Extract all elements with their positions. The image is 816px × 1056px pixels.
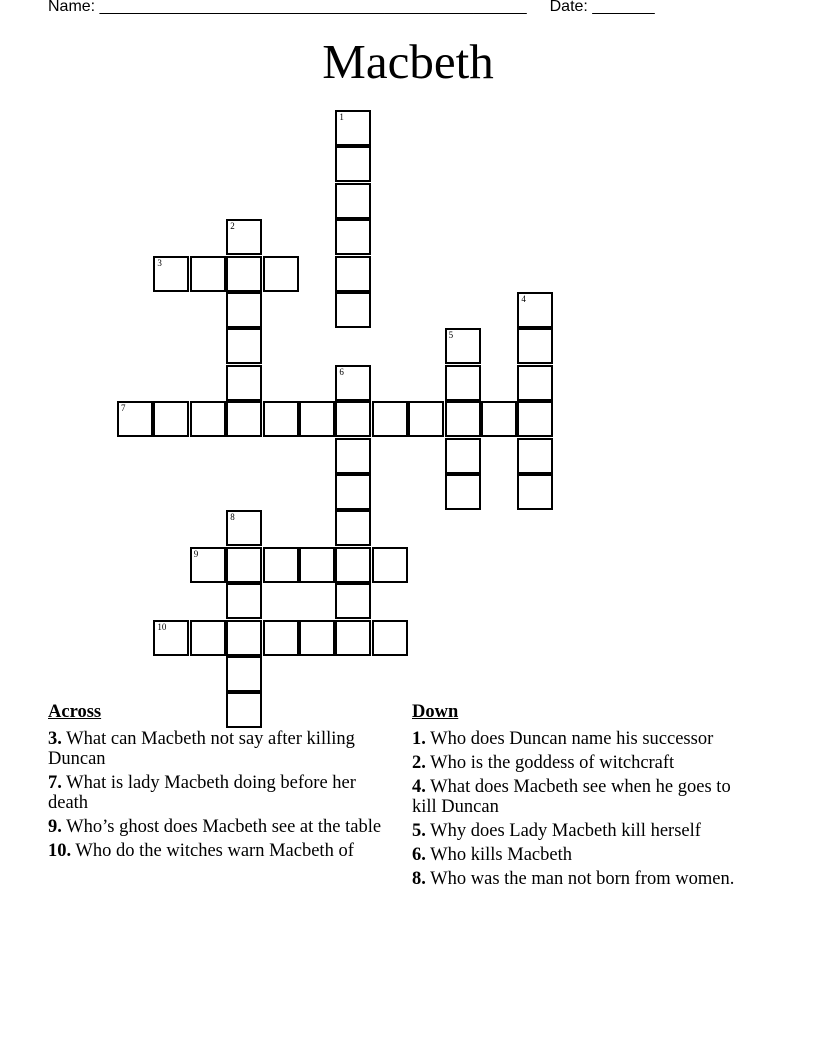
date-label: Date: [549, 0, 588, 15]
crossword-cell[interactable] [226, 547, 262, 583]
clue-text: Who was the man not born from women. [425, 869, 735, 889]
name-label: Name: [48, 0, 96, 15]
across-clue [48, 773, 388, 813]
clue-text: Who kills Macbeth [425, 845, 572, 865]
cell-number: 7 [121, 403, 126, 414]
crossword-cell[interactable] [153, 620, 189, 656]
crossword-cell[interactable] [263, 256, 299, 292]
crossword-cell[interactable] [517, 401, 553, 437]
crossword-cell[interactable] [445, 438, 481, 474]
crossword-cell[interactable] [335, 620, 371, 656]
crossword-cell[interactable] [263, 620, 299, 656]
crossword-cell[interactable] [445, 474, 481, 510]
cell-number: 1 [339, 112, 344, 122]
page-title: Macbeth [322, 34, 494, 89]
crossword-cell[interactable] [335, 474, 371, 510]
crossword-cell[interactable] [335, 583, 371, 619]
crossword-cell[interactable] [335, 438, 371, 474]
across-clue [48, 841, 388, 861]
crossword-cell[interactable] [226, 219, 262, 255]
cell-number: 8 [230, 512, 235, 523]
crossword-cell[interactable] [372, 547, 408, 583]
clue-text: Who do the witches warn Macbeth of [71, 841, 354, 861]
crossword-cell[interactable] [335, 292, 371, 328]
crossword-cell[interactable] [372, 620, 408, 656]
crossword-cell[interactable] [263, 401, 299, 437]
crossword-cell[interactable] [226, 656, 262, 692]
crossword-cell[interactable] [517, 328, 553, 364]
crossword-cell[interactable] [299, 401, 335, 437]
clue-number: 4. [412, 777, 426, 797]
down-clue [412, 729, 742, 749]
crossword-cell[interactable] [517, 365, 553, 401]
cell-number: 9 [193, 548, 199, 559]
down-clue [412, 821, 742, 841]
cell-number: 6 [339, 366, 344, 377]
crossword-cell[interactable] [226, 292, 262, 328]
crossword-cell[interactable] [335, 547, 371, 583]
name-blank: ________________________________________________ [99, 0, 527, 15]
clue-text: Why does Lady Macbeth kill herself [425, 821, 701, 841]
crossword-cell[interactable] [153, 401, 189, 437]
clue-text: What does Macbeth see when he goes to kill Duncan [412, 777, 731, 817]
crossword-cell[interactable] [335, 219, 371, 255]
clue-number: 5. [412, 821, 426, 841]
crossword-cell[interactable] [481, 401, 517, 437]
crossword-cell[interactable] [226, 256, 262, 292]
down-heading: Down [412, 702, 459, 722]
crossword-cell[interactable] [335, 365, 371, 401]
crossword-cell[interactable] [445, 401, 481, 437]
down-clue [412, 869, 742, 889]
down-clue [412, 845, 742, 865]
clue-text: Who is the goddess of witchcraft [425, 753, 675, 773]
crossword-cell[interactable] [299, 620, 335, 656]
across-clue [48, 729, 388, 769]
crossword-cell[interactable] [408, 401, 444, 437]
clue-number: 8. [412, 869, 426, 889]
crossword-cell[interactable] [226, 583, 262, 619]
crossword-cell[interactable] [190, 547, 226, 583]
down-clues [412, 702, 742, 893]
crossword-cell[interactable] [299, 547, 335, 583]
crossword-cell[interactable] [226, 620, 262, 656]
crossword-cell[interactable] [335, 401, 371, 437]
crossword-cell[interactable] [517, 474, 553, 510]
crossword-cell[interactable] [335, 110, 371, 146]
date-blank: _______ [592, 0, 655, 15]
clue-number: 7. [48, 773, 62, 793]
crossword-cell[interactable] [190, 256, 226, 292]
crossword-cell[interactable] [226, 401, 262, 437]
down-clue [412, 753, 742, 773]
crossword-cell[interactable] [517, 438, 553, 474]
cell-number: 4 [521, 294, 526, 304]
crossword-cell[interactable] [335, 183, 371, 219]
cell-number: 2 [230, 221, 235, 232]
crossword-cell[interactable] [190, 401, 226, 437]
cell-number: 5 [448, 330, 454, 341]
clue-text: Who does Duncan name his successor [425, 729, 714, 749]
crossword-cell[interactable] [226, 365, 262, 401]
crossword-cell[interactable] [226, 510, 262, 546]
crossword-cell[interactable] [517, 292, 553, 328]
crossword-cell[interactable] [335, 146, 371, 182]
down-clue [412, 777, 742, 817]
crossword-cell[interactable] [335, 510, 371, 546]
crossword-cell[interactable] [263, 547, 299, 583]
crossword-cell[interactable] [190, 620, 226, 656]
crossword-cell[interactable] [372, 401, 408, 437]
clue-number: 6. [412, 845, 426, 865]
clue-number: 9. [48, 817, 62, 837]
crossword-cell[interactable] [117, 401, 153, 437]
across-clues [48, 702, 388, 865]
crossword-cell[interactable] [445, 365, 481, 401]
cell-number: 3 [157, 257, 162, 268]
clue-number: 1. [412, 729, 426, 749]
clue-number: 10. [48, 841, 72, 861]
clue-number: 2. [412, 753, 426, 773]
clue-number: 3. [48, 729, 62, 749]
clue-text: Who’s ghost does Macbeth see at the table [61, 817, 382, 837]
clue-text: What is lady Macbeth doing before her death [48, 773, 356, 813]
crossword-cell[interactable] [226, 328, 262, 364]
crossword-cell[interactable] [335, 256, 371, 292]
crossword-cell[interactable] [445, 328, 481, 364]
across-clue [48, 817, 388, 837]
clue-text: What can Macbeth not say after killing Duncan [48, 729, 355, 769]
crossword-cell[interactable] [153, 256, 189, 292]
across-heading: Across [48, 702, 102, 722]
cell-number: 10 [157, 621, 167, 632]
